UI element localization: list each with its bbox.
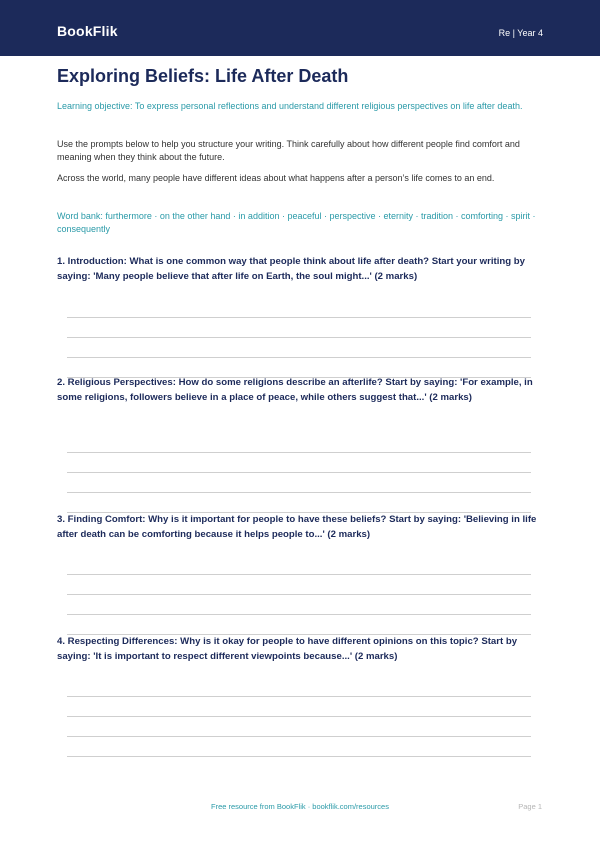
answer-line[interactable] [67, 472, 531, 473]
brand-logo-text: BookFlik [57, 23, 118, 39]
word-bank: Word bank: furthermore · on the other hand · in addition · peaceful · perspective · eternity · tradition · comforting · spirit · consequently [57, 211, 536, 234]
page-title: Exploring Beliefs: Life After Death [57, 66, 349, 86]
question-2: 2. Religious Perspectives: How do some religions describe an afterlife? Start by saying: 'For example, in some religions, followers believe in a place of peace, while others suggest that...' (2 marks) [57, 377, 533, 403]
answer-line[interactable] [67, 716, 531, 717]
question-3: 3. Finding Comfort: Why is it important for people to have these beliefs? Start by saying: 'Believing in life after death can be comforting because it helps people to...' (2 marks) [57, 514, 537, 540]
learning-objective: Learning objective: To express personal reflections and understand different religious perspectives on life after death. [57, 101, 523, 111]
question-1: 1. Introduction: What is one common way that people think about life after death? Start your writing by saying: 'Many people believe that after life on Earth, the soul might...' (2 marks) [57, 256, 525, 282]
answer-line[interactable] [67, 317, 531, 318]
answer-line[interactable] [67, 736, 531, 737]
subject-year-label: Re | Year 4 [498, 28, 543, 38]
instructions-text: Use the prompts below to help you structure your writing. Think carefully about how different people find comfort and meaning when they think about the future. [57, 139, 520, 162]
page-number: Page 1 [518, 802, 542, 811]
answer-line[interactable] [67, 756, 531, 757]
answer-line[interactable] [67, 614, 531, 615]
header-bar [0, 0, 600, 56]
answer-line[interactable] [67, 492, 531, 493]
context-text: Across the world, many people have different ideas about what happens after a person’s life comes to an end. [57, 173, 495, 183]
answer-line[interactable] [67, 574, 531, 575]
answer-line[interactable] [67, 696, 531, 697]
answer-line[interactable] [67, 452, 531, 453]
answer-line[interactable] [67, 357, 531, 358]
answer-line[interactable] [67, 337, 531, 338]
answer-line[interactable] [67, 594, 531, 595]
question-4: 4. Respecting Differences: Why is it okay for people to have different opinions on this topic? Start by saying: 'It is important to respect different viewpoints because...' (2 marks) [57, 636, 518, 662]
footer-link-text: Free resource from BookFlik · bookflik.com/resources [211, 802, 389, 811]
